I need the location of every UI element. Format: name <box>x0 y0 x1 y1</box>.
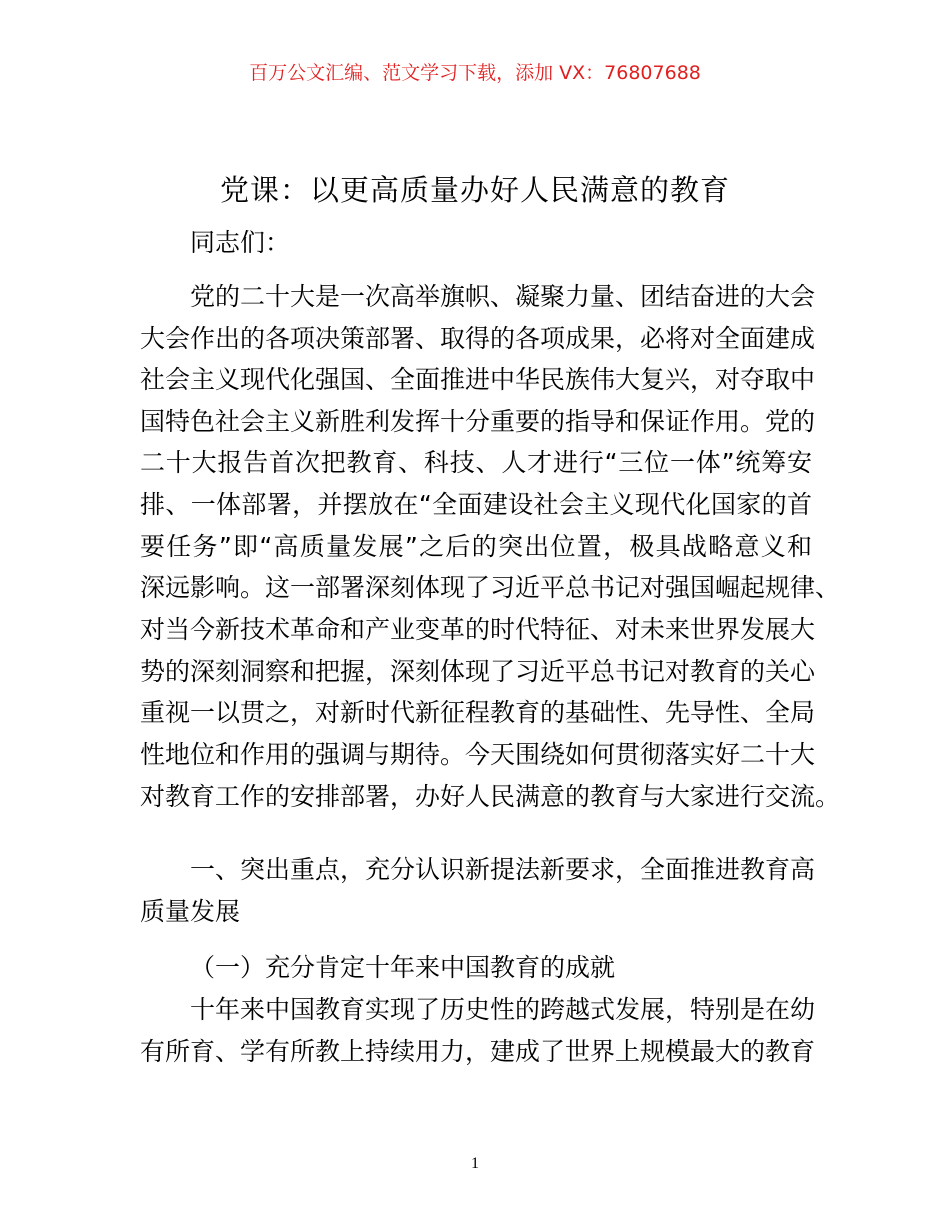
paragraph-line: 要任务”即“高质量发展”之后的突出位置，极具战略意义和 <box>140 532 812 561</box>
subsection-1-heading: （一）充分肯定十年来中国教育的成就 <box>190 953 616 982</box>
heading-line: 质量发展 <box>140 897 241 926</box>
header-banner: 百万公文汇编、范文学习下载，添加 VX：76807688 <box>249 62 701 84</box>
paragraph-line: 十年来中国教育实现了历史性的跨越式发展，特别是在幼 <box>190 995 816 1024</box>
salutation: 同志们： <box>190 228 291 257</box>
paragraph-line: 国特色社会主义新胜利发挥十分重要的指导和保证作用。党的 <box>140 407 816 436</box>
document-title: 党课：以更高质量办好人民满意的教育 <box>219 173 730 207</box>
paragraph-line: 性地位和作用的强调与期待。今天围绕如何贯彻落实好二十大 <box>140 740 816 769</box>
paragraph-line: 重视一以贯之，对新时代新征程教育的基础性、先导性、全局 <box>140 698 816 727</box>
paragraph-line: 深远影响。这一部署深刻体现了习近平总书记对强国崛起规律、 <box>140 573 841 602</box>
paragraph-line: 对当今新技术革命和产业变革的时代特征、对未来世界发展大 <box>140 615 816 644</box>
paragraph-line: 二十大报告首次把教育、科技、人才进行“三位一体”统筹安 <box>140 448 812 477</box>
paragraph-line: 势的深刻洞察和把握，深刻体现了习近平总书记对教育的关心 <box>140 657 816 686</box>
paragraph-line: 排、一体部署，并摆放在“全面建设社会主义现代化国家的首 <box>140 490 812 519</box>
paragraph-line: 对教育工作的安排部署，办好人民满意的教育与大家进行交流。 <box>140 782 841 811</box>
page-number: 1 <box>471 1155 479 1172</box>
paragraph-line: 社会主义现代化强国、全面推进中华民族伟大复兴，对夺取中 <box>140 365 816 394</box>
paragraph-line: 大会作出的各项决策部署、取得的各项成果，必将对全面建成 <box>140 324 816 353</box>
heading-line: 一、突出重点，充分认识新提法新要求，全面推进教育高 <box>190 855 816 884</box>
paragraph-line: 有所育、学有所教上持续用力，建成了世界上规模最大的教育 <box>140 1037 816 1066</box>
paragraph-line: 党的二十大是一次高举旗帜、凝聚力量、团结奋进的大会 <box>190 282 816 311</box>
